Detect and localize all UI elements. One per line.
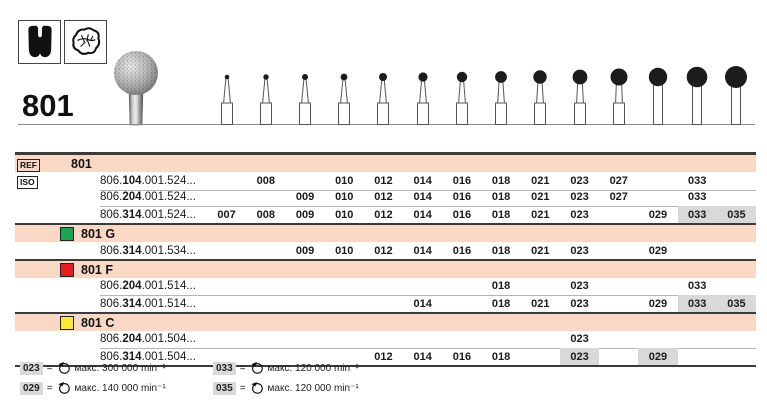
legend-text: макс. 140 000 min⁻¹	[74, 382, 166, 394]
size-cell-033: 033	[678, 189, 717, 207]
size-cell-009	[285, 295, 324, 312]
size-cell-010	[325, 295, 364, 312]
occlusal-surface-icon-glyph	[69, 24, 103, 60]
bur-silhouette-010	[331, 65, 357, 130]
speed-legend	[20, 358, 359, 398]
equals-sign: =	[46, 382, 53, 394]
size-cell-016	[442, 278, 481, 296]
size-cell-016: 016	[452, 244, 472, 257]
size-cell-023: 023	[560, 189, 599, 207]
size-cell-007	[207, 295, 246, 312]
size-cell-016: 016	[442, 189, 481, 207]
rotation-speed-icon	[57, 381, 71, 395]
size-cell-018: 018	[482, 278, 521, 296]
size-cell-018: 018	[482, 189, 521, 207]
size-cell-018: 018	[491, 244, 511, 257]
iso-code: 806. 204 .001.524...	[100, 189, 207, 207]
size-cell-016: 016	[452, 208, 472, 221]
legend-text: макс. 120 000 min⁻¹	[267, 362, 359, 374]
size-cell-018: 018	[491, 208, 511, 221]
size-cell-021: 021	[521, 172, 560, 191]
size-cell-012: 012	[374, 350, 393, 363]
legend-text: макс. 120 000 min⁻¹	[267, 382, 359, 394]
size-cell-023: 023	[560, 172, 599, 191]
row-gutter	[15, 172, 100, 190]
iso-code: 806. 314 .001.524...	[100, 208, 196, 221]
size-cell-027	[599, 295, 638, 312]
size-cell-023: 023	[570, 297, 589, 310]
color-swatch	[60, 227, 74, 241]
size-cell-021: 021	[531, 297, 550, 310]
legend-item-023	[20, 361, 213, 375]
bur-silhouette-014	[410, 65, 436, 130]
size-cell-027	[599, 242, 638, 259]
size-cell-021: 021	[531, 208, 550, 221]
size-cell-012	[364, 331, 403, 349]
iso-code: 806. 314 .001.534...	[100, 244, 196, 257]
size-cell-007	[207, 242, 246, 259]
size-cell-007: 007	[217, 208, 236, 221]
size-cell-021	[521, 278, 560, 296]
rotation-speed-icon	[250, 381, 264, 395]
legend-size-badge: 023	[20, 362, 43, 375]
bur-silhouette-012	[370, 65, 396, 130]
size-cell-021: 021	[531, 244, 550, 257]
size-cell-010: 010	[325, 189, 364, 207]
section-header-801-f	[15, 259, 756, 278]
size-cell-010	[325, 331, 364, 349]
section-header-801	[15, 155, 756, 172]
size-cell-023: 023	[560, 348, 599, 365]
iso-code: 806. 104 .001.524...	[100, 172, 207, 191]
iso-code: 806. 204 .001.504...	[100, 331, 207, 349]
bur-photo	[110, 48, 162, 126]
occlusal-surface-icon	[64, 20, 107, 64]
size-cell-033: 033	[678, 172, 717, 191]
size-cell-021	[521, 348, 560, 365]
size-cell-035	[717, 278, 756, 296]
size-cell-029: 029	[648, 208, 668, 221]
size-cell-035	[717, 331, 756, 349]
rotation-speed-icon	[57, 361, 71, 375]
size-cell-018: 018	[491, 350, 511, 363]
section-header-801-g	[15, 223, 756, 242]
bur-silhouette-035	[723, 65, 749, 130]
color-swatch	[60, 263, 74, 277]
size-cell-033	[678, 331, 717, 349]
bur-silhouette-023	[567, 65, 593, 130]
size-cell-035: 035	[717, 295, 756, 312]
size-cell-009	[285, 331, 324, 349]
legend-size-badge: 029	[20, 382, 43, 395]
size-cell-009: 009	[295, 244, 315, 257]
size-cell-021: 021	[521, 189, 560, 207]
legend-item-033	[213, 361, 359, 375]
table-row	[15, 331, 756, 348]
size-cell-014: 014	[413, 297, 432, 310]
rotation-speed-icon	[250, 361, 264, 375]
size-cell-010: 010	[335, 208, 354, 221]
size-cell-010	[325, 278, 364, 296]
size-cell-007	[207, 278, 246, 296]
legend-item-029	[20, 381, 213, 395]
size-cell-008	[246, 295, 285, 312]
bur-silhouette-009	[292, 65, 318, 130]
size-cell-023: 023	[560, 278, 599, 296]
equals-sign: =	[239, 362, 246, 374]
size-cell-029	[638, 189, 677, 207]
section-label: 801	[71, 156, 92, 171]
tooth-crown-icon-glyph	[23, 24, 57, 60]
iso-code: 806. 314 .001.504...	[100, 350, 196, 363]
bur-silhouette-007	[214, 65, 240, 130]
size-cell-014	[403, 331, 442, 349]
section-label: 801 G	[81, 226, 116, 241]
size-cell-018: 018	[482, 172, 521, 191]
size-cell-014: 014	[413, 350, 432, 363]
size-cell-033	[678, 348, 717, 365]
size-cell-018: 018	[491, 297, 511, 310]
size-cell-023: 023	[560, 331, 599, 349]
size-cell-016	[442, 295, 481, 312]
size-cell-012	[364, 278, 403, 296]
size-cell-027: 027	[599, 189, 638, 207]
bur-silhouette-027	[606, 65, 632, 130]
size-cell-007	[207, 189, 246, 207]
size-cell-012: 012	[364, 172, 403, 191]
section-label: 801 F	[81, 262, 113, 277]
size-cell-007	[207, 331, 246, 349]
size-cell-012: 012	[374, 208, 393, 221]
size-cell-014: 014	[403, 172, 442, 191]
bur-silhouette-029	[645, 65, 671, 130]
size-cell-027	[599, 348, 638, 365]
size-cell-009: 009	[295, 208, 315, 221]
size-cell-023: 023	[570, 244, 589, 257]
size-cell-014: 014	[403, 189, 442, 207]
legend-size-badge: 033	[213, 362, 236, 375]
equals-sign: =	[46, 362, 53, 374]
bur-silhouette-018	[488, 65, 514, 130]
size-cell-016	[442, 331, 481, 349]
ref-badge: REF	[17, 159, 40, 172]
size-cell-009	[285, 278, 324, 296]
size-cell-018	[482, 331, 521, 349]
legend-item-035	[213, 381, 359, 395]
size-cell-027	[599, 331, 638, 349]
bur-silhouette-021	[527, 65, 553, 130]
size-cell-029: 029	[648, 297, 668, 310]
size-cell-008: 008	[256, 208, 275, 221]
table-row	[15, 278, 756, 295]
size-cell-033	[678, 242, 717, 259]
product-number: 801	[22, 88, 74, 123]
size-cell-012: 012	[364, 189, 403, 207]
size-cell-008	[246, 278, 285, 296]
size-cell-009: 009	[285, 189, 324, 207]
color-swatch	[60, 316, 74, 330]
size-cell-010: 010	[335, 244, 354, 257]
size-cell-014	[403, 278, 442, 296]
iso-code: 806. 204 .001.514...	[100, 278, 207, 296]
bur-silhouette-008	[253, 65, 279, 130]
legend-text: макс. 300 000 min⁻¹	[74, 362, 166, 374]
size-cell-029: 029	[648, 244, 668, 257]
size-cell-035	[717, 189, 756, 207]
size-cell-014: 014	[413, 208, 432, 221]
size-cell-035	[717, 348, 756, 365]
table-row	[15, 206, 756, 223]
size-cell-016: 016	[442, 172, 481, 191]
size-cell-012	[364, 295, 403, 312]
size-cell-014: 014	[413, 244, 432, 257]
size-cell-033: 033	[678, 206, 717, 223]
size-cell-035	[717, 242, 756, 259]
table-row	[15, 242, 756, 259]
table-row	[15, 295, 756, 312]
section-label: 801 C	[81, 315, 115, 330]
size-cell-008	[246, 242, 285, 259]
table-row	[15, 189, 756, 206]
size-cell-035: 035	[717, 206, 756, 223]
table-row	[15, 172, 756, 189]
size-cell-027	[599, 278, 638, 296]
size-cell-033: 033	[678, 295, 717, 312]
bur-silhouette-016	[449, 65, 475, 130]
size-cell-010: 010	[325, 172, 364, 191]
size-cell-012: 012	[374, 244, 393, 257]
size-cell-027	[599, 206, 638, 223]
size-cell-023: 023	[570, 208, 589, 221]
size-cell-029	[638, 331, 677, 349]
size-cell-008	[246, 331, 285, 349]
size-cell-008: 008	[246, 172, 285, 191]
size-cell-008	[246, 189, 285, 207]
tooth-crown-icon	[18, 20, 61, 64]
size-cell-027: 027	[599, 172, 638, 191]
iso-badge: ISO	[17, 176, 38, 189]
bur-silhouette-033	[684, 65, 710, 130]
equals-sign: =	[239, 382, 246, 394]
section-header-801-c	[15, 312, 756, 331]
size-cell-033: 033	[678, 278, 717, 296]
iso-code: 806. 314 .001.514...	[100, 297, 196, 310]
legend-size-badge: 035	[213, 382, 236, 395]
size-cell-016: 016	[452, 350, 472, 363]
catalog-table	[15, 152, 756, 367]
size-cell-029	[638, 278, 677, 296]
size-cell-029: 029	[638, 348, 677, 365]
size-cell-021	[521, 331, 560, 349]
